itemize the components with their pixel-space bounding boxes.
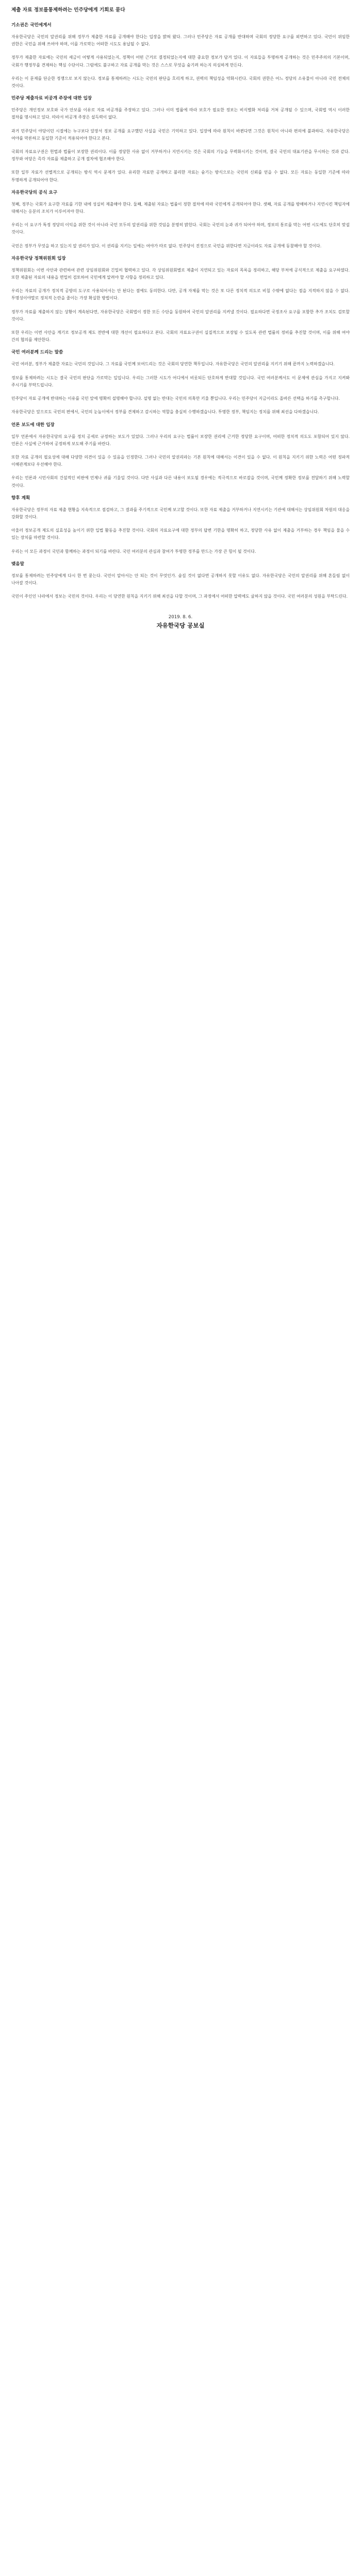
- body-paragraph: 자유한국당은 정부의 자료 제출 현황을 지속적으로 점검하고, 그 결과를 주기적으로 국민께 보고할 것이다. 또한 자료 제출을 거부하거나 지연시키는 기관에 대해서는 상임위원회 차원의 대응을 강화할 것이다.: [11, 507, 350, 519]
- body-paragraph: 우리는 자료의 공개가 정치적 공방의 도구로 사용되어서는 안 된다는 점에도 동의한다. 다만, 공개 자체를 막는 것은 또 다른 정치적 의도로 비칠 수밖에 없다는 점을 지적하지 않을 수 없다. 투명성이야말로 정치적 논란을 줄이는 가장 확실한 방법이다.: [11, 289, 350, 301]
- body-paragraph: 또한 우리는 이번 사안을 계기로 정보공개 제도 전반에 대한 개선이 필요하다고 본다. 국회의 자료요구권이 실질적으로 보장될 수 있도록 관련 법률의 정비를 추진할 것이며, 이를 위해 여야 간의 협의를 제안한다.: [11, 330, 350, 343]
- document-body: [11, 23, 350, 600]
- document-section: [11, 422, 350, 489]
- body-paragraph: 일부 언론에서 자유한국당의 요구를 정치 공세로 규정하는 보도가 있었다. 그러나 우리의 요구는 법률이 보장한 권리에 근거한 정당한 요구이며, 어떠한 정치적 의도도 포함되어 있지 않다. 언론은 사실에 근거하여 공정하게 보도해 주기를 바란다.: [11, 434, 350, 446]
- section-heading: 국민 여러분께 드리는 말씀: [11, 350, 63, 355]
- body-paragraph: 우리는 언론과 시민사회의 건설적인 비판에 언제나 귀를 기울일 것이다. 다만 사실과 다른 내용이 보도될 경우에는 적극적으로 바로잡을 것이며, 국민께 정확한 정보를 전달하기 위해 노력할 것이다.: [11, 476, 350, 488]
- signature-block: [11, 614, 350, 630]
- body-paragraph: 민주당은 개인정보 보호와 국가 안보를 이유로 자료 비공개를 주장하고 있다. 그러나 이미 법률에 따라 보호가 필요한 정보는 비식별화 처리를 거쳐 공개될 수 있으며, 국회법 역시 이러한 절차를 명시하고 있다. 따라서 비공개 주장은 설득력이 없다.: [11, 108, 350, 120]
- document-section: [11, 190, 350, 250]
- body-paragraph: 과거 민주당이 야당이던 시절에는 누구보다 앞장서 정보 공개를 요구했던 사실을 국민은 기억하고 있다. 입장에 따라 원칙이 바뀐다면 그것은 원칙이 아니라 편의에 불과하다. 자유한국당은 여야를 막론하고 동일한 기준이 적용되어야 한다고 본다.: [11, 128, 350, 141]
- section-heading: 민주당 제출자료 비공개 주장에 대한 입장: [11, 96, 92, 101]
- section-heading: 향후 계획: [11, 495, 30, 501]
- body-paragraph: 국민이 주인인 나라에서 정보는 국민의 것이다. 우리는 이 당연한 원칙을 지키기 위해 최선을 다할 것이며, 그 과정에서 어떠한 압력에도 굴하지 않을 것이다. 국민 여러분의 성원을 부탁드린다.: [11, 594, 348, 599]
- body-paragraph: 우리는 이 요구가 특정 정당의 이익을 위한 것이 아니라 국민 모두의 알권리를 위한 것임을 분명히 밝힌다. 국회는 국민의 눈과 귀가 되어야 하며, 정보의 통로를 막는 어떤 시도에도 단호히 맞설 것이다.: [11, 223, 350, 235]
- body-paragraph: 또한 일부 자료가 선별적으로 공개되는 방식 역시 문제가 있다. 유리한 자료만 공개하고 불리한 자료는 숨기는 방식으로는 국민의 신뢰를 얻을 수 없다. 모든 자료는 동일한 기준에 따라 투명하게 공개되어야 한다.: [11, 170, 350, 182]
- document-section: [11, 562, 350, 601]
- body-paragraph: 정보를 통제하려는 시도는 결국 국민의 판단을 가로막는 일입니다. 우리는 그러한 시도가 어디에서 비롯되든 단호하게 반대할 것입니다. 국민 여러분께서도 이 문제에 관심을 가지고 지켜봐 주시기를 부탁드립니다.: [11, 375, 350, 387]
- section-heading: 자유한국당의 공식 요구: [11, 190, 57, 195]
- document-section: [11, 23, 350, 90]
- body-paragraph: 자유한국당은 국민의 알권리를 위해 정부가 제출한 자료를 공개해야 한다는 입장을 밝혀 왔다. 그러나 민주당은 자료 공개를 반대하며 국회의 정당한 요구를 외면하고 있다. 국민이 위임한 권한은 국민을 위해 쓰여야 하며, 이를 가로막는 어떠한 시도도 용납될 수 없다.: [11, 35, 350, 47]
- document-section: [11, 96, 350, 184]
- body-paragraph: 우리는 이 문제를 단순한 정쟁으로 보지 않는다. 정보를 통제하려는 시도는 국민의 판단을 흐리게 하고, 권력의 책임성을 약화시킨다. 국회의 권한은 어느 정당의 소유물이 아니라 국민 전체의 것이다.: [11, 76, 350, 89]
- body-paragraph: 국회의 자료요구권은 헌법과 법률이 보장한 권리이다. 이를 정당한 사유 없이 거부하거나 지연시키는 것은 국회의 기능을 무력화시키는 것이며, 결국 국민의 대표기관을 무시하는 것과 같다. 정부와 여당은 즉각 자료를 제출하고 공개 절차에 협조해야 한다.: [11, 149, 350, 162]
- document-section: [11, 256, 350, 344]
- body-paragraph: 아울러 정보공개 제도의 실효성을 높이기 위한 입법 활동을 추진할 것이다. 국회의 자료요구에 대한 정부의 답변 기한을 명확히 하고, 정당한 사유 없이 제출을 거부하는 경우 책임을 물을 수 있는 장치를 마련할 것이다.: [11, 528, 350, 540]
- section-heading: 기소권은 국민에게서: [11, 23, 52, 28]
- document-section: [11, 350, 350, 416]
- body-paragraph: 국민은 정부가 무엇을 하고 있는지 알 권리가 있다. 이 권리를 지키는 일에는 여야가 따로 없다. 민주당이 진정으로 국민을 위한다면 지금이라도 자료 공개에 동참해야 할 것이다.: [11, 243, 322, 248]
- body-paragraph: 민주당이 자료 공개에 반대하는 이유를 국민 앞에 명확히 설명해야 합니다. 설명 없는 반대는 국민의 의혹만 키울 뿐입니다. 우리는 민주당이 지금이라도 올바른 선택을 하기를 촉구합니다.: [11, 396, 340, 401]
- body-paragraph: 정보를 통제하려는 민주당에게 다시 한 번 묻는다. 국민이 알아서는 안 되는 것이 무엇인가. 숨길 것이 없다면 공개하지 못할 이유도 없다. 자유한국당은 국민의 알권리를 위해 흔들림 없이 나아갈 것이다.: [11, 573, 350, 585]
- body-paragraph: 우리는 이 모든 과정이 국민과 함께하는 과정이 되기를 바란다. 국민 여러분의 관심과 참여가 투명한 정부를 만드는 가장 큰 힘이 될 것이다.: [11, 549, 256, 554]
- release-date: 2019. 8. 6.: [168, 615, 193, 620]
- issuing-organization: 자유한국당 공보실: [156, 622, 205, 630]
- section-heading: 언론 보도에 대한 입장: [11, 422, 55, 428]
- body-paragraph: 정부가 자료를 제출하지 않는 상황이 계속된다면, 자유한국당은 국회법이 정한 모든 수단을 동원하여 국민의 알권리를 지켜낼 것이다. 필요하다면 국정조사 요구를 포함한 추가 조치도 검토할 것이다.: [11, 309, 350, 321]
- section-heading: 자유한국당 정책위원회 입장: [11, 256, 66, 261]
- section-heading: 맺음말: [11, 561, 24, 567]
- body-paragraph: 첫째, 정부는 국회가 요구한 자료를 기한 내에 성실히 제출해야 한다. 둘째, 제출된 자료는 법률이 정한 절차에 따라 국민에게 공개되어야 한다. 셋째, 자료 공개를 방해하거나 지연시킨 책임자에 대해서는 응분의 조치가 이루어져야 한다.: [11, 201, 350, 214]
- body-paragraph: 자유한국당은 앞으로도 국민의 편에서, 국민의 눈높이에서 정부를 견제하고 감시하는 역할을 충실히 수행하겠습니다. 투명한 정부, 책임지는 정치를 위해 최선을 다하겠습니다.: [11, 410, 319, 415]
- document-section: [11, 496, 350, 555]
- body-paragraph: 정부가 제출한 자료에는 국민의 세금이 어떻게 사용되었는지, 정책이 어떤 근거로 결정되었는지에 대한 중요한 정보가 담겨 있다. 이 자료들을 투명하게 공개하는 것은 민주주의의 기본이며, 국회가 행정부를 견제하는 핵심 수단이다. 그럼에도 불구하고 자료 공개를 막는 것은 스스로 무엇을 숨기려 하는지 의심하게 만든다.: [11, 55, 350, 67]
- body-paragraph: 또한 자료 공개의 필요성에 대해 다양한 의견이 있을 수 있음을 인정한다. 그러나 국민의 알권리라는 기본 원칙에 대해서는 이견이 있을 수 없다. 이 원칙을 지키기 위한 노력은 어떤 정파적 이해관계보다 우선해야 한다.: [11, 454, 350, 467]
- body-paragraph: 국민 여러분, 정부가 제출한 자료는 국민의 것입니다. 그 자료를 국민께 보여드리는 것은 국회의 당연한 책무입니다. 자유한국당은 국민의 알권리를 지키기 위해 끝까지 노력하겠습니다.: [11, 362, 335, 367]
- document-title: 제출 자료 정보를통제하려는 민주당에게 기회로 묻다: [11, 7, 125, 13]
- body-paragraph: 정책위원회는 이번 사안과 관련하여 관련 상임위원회와 긴밀히 협력하고 있다. 각 상임위원회별로 제출이 지연되고 있는 자료의 목록을 정리하고, 해당 부처에 공식적으로 제출을 요구하였다. 또한 제출된 자료의 내용을 면밀히 검토하여 국민에게 알려야 할 사항을 정리하고 있다.: [11, 267, 350, 280]
